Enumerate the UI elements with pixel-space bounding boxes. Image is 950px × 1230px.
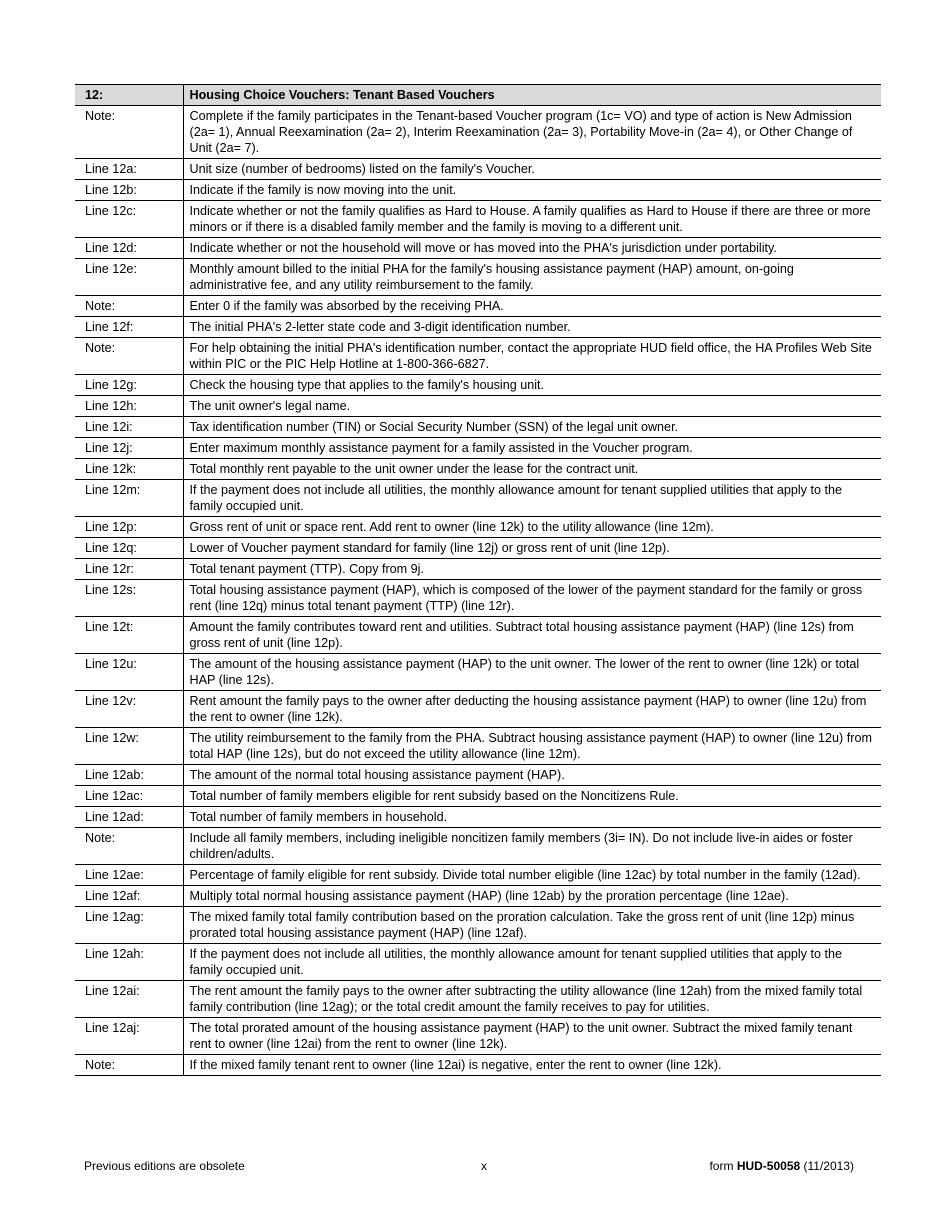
- footer-form-date: (11/2013): [800, 1159, 854, 1173]
- row-label: Line 12h:: [75, 396, 183, 417]
- row-label: Line 12w:: [75, 728, 183, 765]
- row-text: Total monthly rent payable to the unit owner under the lease for the contract unit.: [183, 459, 881, 480]
- row-label: Line 12b:: [75, 180, 183, 201]
- row-text: Gross rent of unit or space rent. Add rent to owner (line 12k) to the utility allowance (line 12m).: [183, 517, 881, 538]
- row-label: Line 12p:: [75, 517, 183, 538]
- row-label: Line 12aj:: [75, 1018, 183, 1055]
- row-label: Line 12j:: [75, 438, 183, 459]
- row-text: Indicate whether or not the family qualifies as Hard to House. A family qualifies as Hard to House if there are three or more minors or if there is a disabled family member and the family is moving to a different unit.: [183, 201, 881, 238]
- row-label: Line 12af:: [75, 886, 183, 907]
- instruction-row: [75, 865, 881, 886]
- footer-form-id: [709, 1159, 854, 1173]
- row-text: Rent amount the family pays to the owner after deducting the housing assistance payment (HAP) to owner (line 12u) from the rent to owner (line 12k).: [183, 691, 881, 728]
- row-label: Line 12r:: [75, 559, 183, 580]
- footer-form-prefix: form: [709, 1159, 737, 1173]
- row-label: Line 12i:: [75, 417, 183, 438]
- instruction-row: [75, 728, 881, 765]
- row-text: Complete if the family participates in the Tenant-based Voucher program (1c= VO) and type of action is New Admission (2a= 1), Annual Reexamination (2a= 2), Interim Reexamination (2a= 3), Portability Move-in (2a= 4), or Other Change of Unit (2a= 7).: [183, 106, 881, 159]
- instruction-row: [75, 517, 881, 538]
- row-text: Total number of family members eligible for rent subsidy based on the Noncitizens Rule.: [183, 786, 881, 807]
- instruction-row: [75, 459, 881, 480]
- row-label: Line 12f:: [75, 317, 183, 338]
- row-text: Indicate whether or not the household will move or has moved into the PHA's jurisdiction under portability.: [183, 238, 881, 259]
- instruction-row: [75, 886, 881, 907]
- footer-form-number: HUD-50058: [736, 1159, 801, 1173]
- row-label: Line 12q:: [75, 538, 183, 559]
- row-label: Line 12v:: [75, 691, 183, 728]
- row-label: Line 12u:: [75, 654, 183, 691]
- row-label: Line 12ae:: [75, 865, 183, 886]
- instruction-row: [75, 296, 881, 317]
- section-number: 12:: [75, 85, 183, 106]
- instruction-row: [75, 180, 881, 201]
- row-text: Lower of Voucher payment standard for family (line 12j) or gross rent of unit (line 12p).: [183, 538, 881, 559]
- row-label: Line 12c:: [75, 201, 183, 238]
- row-text: Include all family members, including ineligible noncitizen family members (3i= IN). Do not include live-in aides or foster children/adults.: [183, 828, 881, 865]
- instruction-row: [75, 317, 881, 338]
- instruction-row: [75, 617, 881, 654]
- row-text: Total tenant payment (TTP). Copy from 9j.: [183, 559, 881, 580]
- instruction-row: [75, 375, 881, 396]
- row-label: Note:: [75, 106, 183, 159]
- row-text: If the mixed family tenant rent to owner (line 12ai) is negative, enter the rent to owner (line 12k).: [183, 1055, 881, 1076]
- instruction-row: [75, 559, 881, 580]
- row-label: Line 12s:: [75, 580, 183, 617]
- section-title: Housing Choice Vouchers: Tenant Based Vouchers: [183, 85, 881, 106]
- footer-page-number: x: [481, 1159, 487, 1173]
- row-text: Percentage of family eligible for rent subsidy. Divide total number eligible (line 12ac) by total number in the family (12ad).: [183, 865, 881, 886]
- instruction-row: [75, 106, 881, 159]
- row-label: Line 12m:: [75, 480, 183, 517]
- row-text: Amount the family contributes toward rent and utilities. Subtract total housing assistance payment (HAP) (line 12s) from gross rent of unit (line 12p).: [183, 617, 881, 654]
- row-label: Note:: [75, 296, 183, 317]
- instruction-row: [75, 538, 881, 559]
- row-label: Note:: [75, 338, 183, 375]
- row-label: Line 12ag:: [75, 907, 183, 944]
- row-text: The mixed family total family contribution based on the proration calculation. Take the gross rent of unit (line 12p) minus prorated total housing assistance payment (HAP) (line 12af).: [183, 907, 881, 944]
- row-label: Line 12ab:: [75, 765, 183, 786]
- row-text: For help obtaining the initial PHA's identification number, contact the appropriate HUD field office, the HA Profiles Web Site within PIC or the PIC Help Hotline at 1-800-366-6827.: [183, 338, 881, 375]
- row-label: Line 12ai:: [75, 981, 183, 1018]
- row-text: Enter 0 if the family was absorbed by the receiving PHA.: [183, 296, 881, 317]
- row-text: The rent amount the family pays to the owner after subtracting the utility allowance (line 12ah) from the mixed family total family contribution (line 12ag); or the total credit amount the family receives to pay for utilities.: [183, 981, 881, 1018]
- instruction-row: [75, 201, 881, 238]
- section-header-row: [75, 85, 881, 106]
- row-text: Tax identification number (TIN) or Social Security Number (SSN) of the legal unit owner.: [183, 417, 881, 438]
- instruction-row: [75, 944, 881, 981]
- row-text: If the payment does not include all utilities, the monthly allowance amount for tenant supplied utilities that apply to the family occupied unit.: [183, 944, 881, 981]
- row-label: Line 12d:: [75, 238, 183, 259]
- row-label: Line 12ac:: [75, 786, 183, 807]
- row-text: Monthly amount billed to the initial PHA for the family's housing assistance payment (HAP) amount, on-going administrative fee, and any utility reimbursement to the family.: [183, 259, 881, 296]
- row-text: The amount of the normal total housing assistance payment (HAP).: [183, 765, 881, 786]
- instruction-row: [75, 1055, 881, 1076]
- instruction-row: [75, 480, 881, 517]
- row-label: Line 12t:: [75, 617, 183, 654]
- row-text: The initial PHA's 2-letter state code and 3-digit identification number.: [183, 317, 881, 338]
- instruction-row: [75, 1018, 881, 1055]
- row-label: Line 12k:: [75, 459, 183, 480]
- instruction-row: [75, 159, 881, 180]
- instruction-row: [75, 691, 881, 728]
- instruction-row: [75, 807, 881, 828]
- row-label: Line 12a:: [75, 159, 183, 180]
- row-label: Note:: [75, 1055, 183, 1076]
- row-text: Check the housing type that applies to the family's housing unit.: [183, 375, 881, 396]
- instruction-row: [75, 438, 881, 459]
- instruction-row: [75, 338, 881, 375]
- instruction-row: [75, 981, 881, 1018]
- instruction-row: [75, 417, 881, 438]
- footer-obsolete-note: Previous editions are obsolete: [84, 1159, 245, 1173]
- row-text: Enter maximum monthly assistance payment for a family assisted in the Voucher program.: [183, 438, 881, 459]
- instruction-row: [75, 396, 881, 417]
- instruction-row: [75, 580, 881, 617]
- instruction-row: [75, 259, 881, 296]
- instruction-row: [75, 238, 881, 259]
- row-text: Unit size (number of bedrooms) listed on the family's Voucher.: [183, 159, 881, 180]
- row-text: The utility reimbursement to the family from the PHA. Subtract housing assistance payment (HAP) to owner (line 12u) from total HAP (line 12s), but do not exceed the utility allowance (line 12m).: [183, 728, 881, 765]
- instruction-row: [75, 786, 881, 807]
- instruction-row: [75, 654, 881, 691]
- row-text: Total housing assistance payment (HAP), which is composed of the lower of the payment standard for the family or gross rent (line 12q) minus total tenant payment (TTP) (line 12r).: [183, 580, 881, 617]
- row-label: Line 12e:: [75, 259, 183, 296]
- row-text: Multiply total normal housing assistance payment (HAP) (line 12ab) by the proration percentage (line 12ae).: [183, 886, 881, 907]
- row-label: Note:: [75, 828, 183, 865]
- row-text: The unit owner's legal name.: [183, 396, 881, 417]
- row-text: The total prorated amount of the housing assistance payment (HAP) to the unit owner. Subtract the mixed family tenant rent to owner (line 12ai) from the rent to owner (line 12k).: [183, 1018, 881, 1055]
- row-text: If the payment does not include all utilities, the monthly allowance amount for tenant supplied utilities that apply to the family occupied unit.: [183, 480, 881, 517]
- instruction-row: [75, 765, 881, 786]
- row-label: Line 12ah:: [75, 944, 183, 981]
- instructions-table: [75, 84, 881, 1076]
- row-text: Indicate if the family is now moving into the unit.: [183, 180, 881, 201]
- row-text: The amount of the housing assistance payment (HAP) to the unit owner. The lower of the rent to owner (line 12k) or total HAP (line 12s).: [183, 654, 881, 691]
- row-text: Total number of family members in household.: [183, 807, 881, 828]
- instruction-row: [75, 828, 881, 865]
- row-label: Line 12g:: [75, 375, 183, 396]
- instruction-row: [75, 907, 881, 944]
- row-label: Line 12ad:: [75, 807, 183, 828]
